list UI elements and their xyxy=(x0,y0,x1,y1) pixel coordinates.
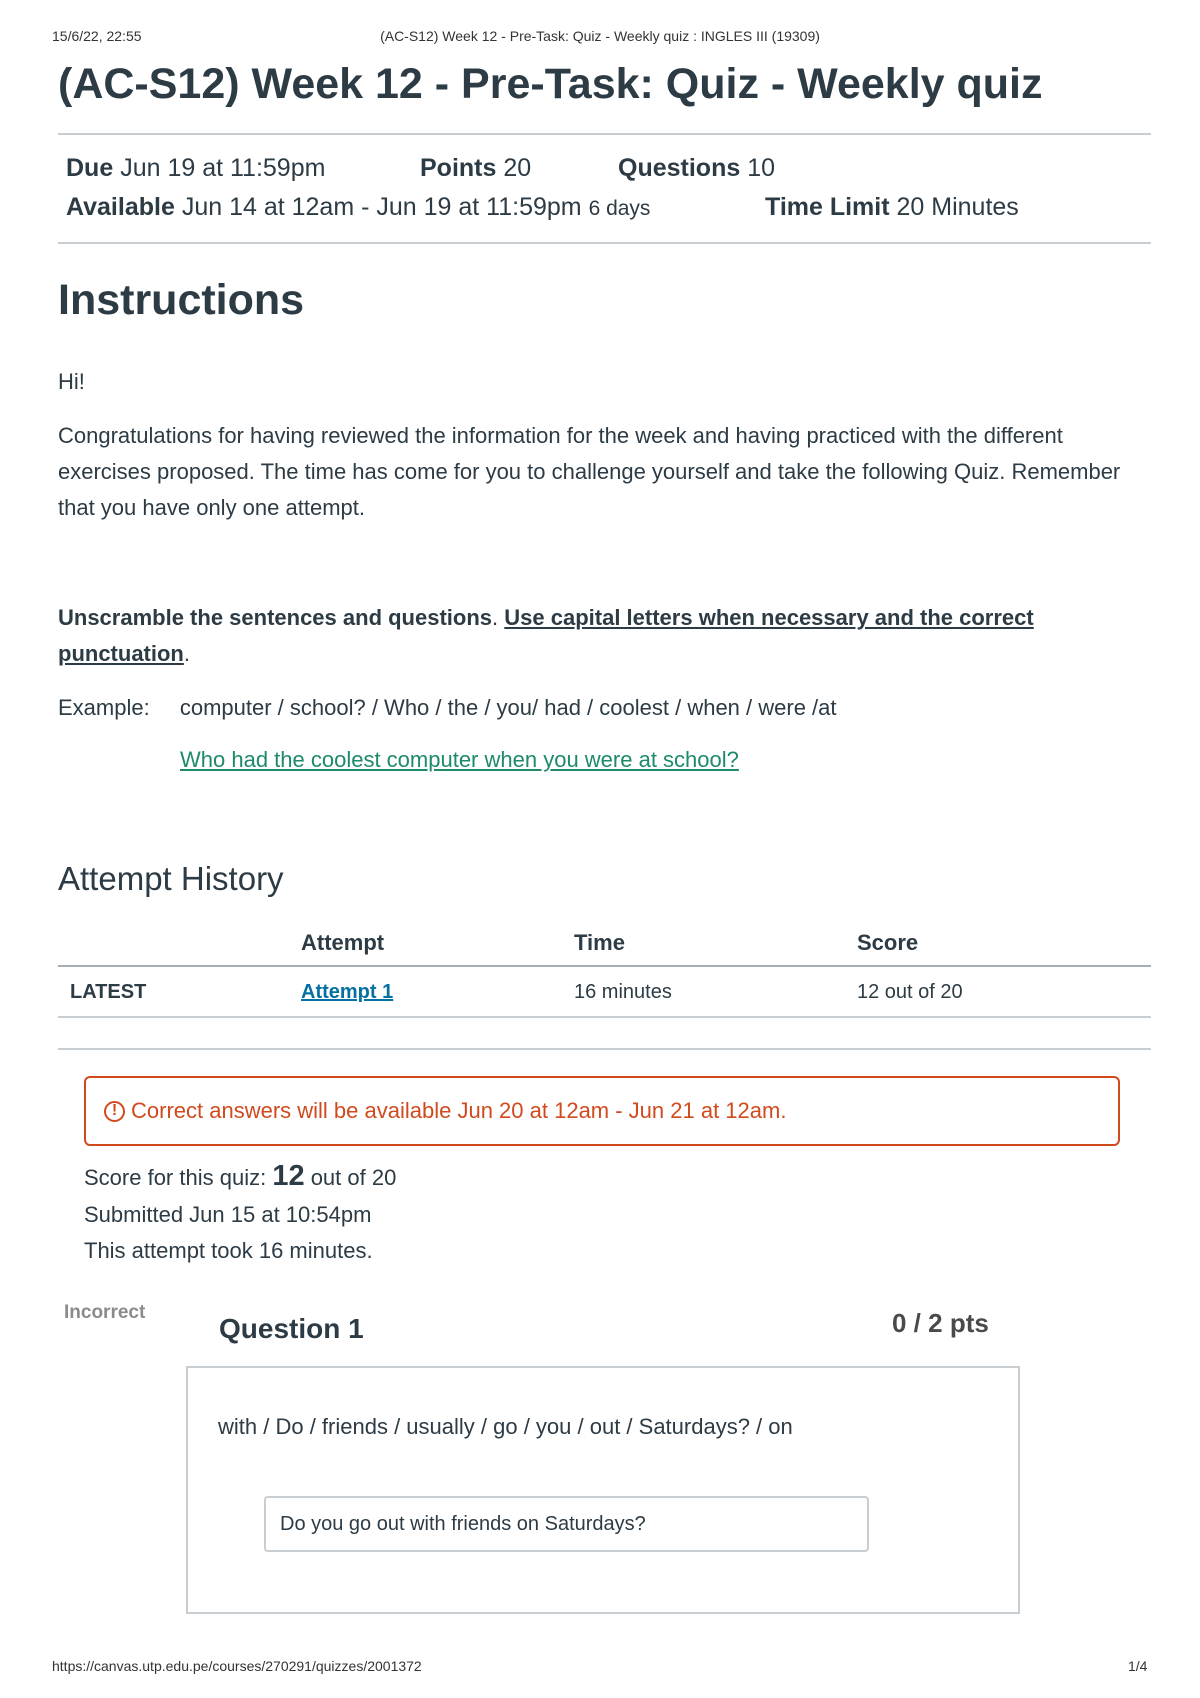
divider xyxy=(58,133,1151,135)
question-1-points: 0 / 2 pts xyxy=(892,1308,989,1338)
quiz-score xyxy=(84,1160,396,1193)
instructions-paragraph: Congratulations for having reviewed the information for the week and having practiced with the different exercises proposed. The time has come for you to challenge yourself and take the following Quiz. Remember that you have only one attempt. xyxy=(58,423,1121,520)
attempt-history-heading: Attempt History xyxy=(58,860,284,897)
row-label: LATEST xyxy=(70,981,147,1003)
time-limit-label: Time Limit xyxy=(765,193,890,221)
task-end: . xyxy=(183,641,190,666)
example-line xyxy=(58,690,1148,726)
questions-info xyxy=(618,154,775,183)
submitted-date: Submitted Jun 15 at 10:54pm xyxy=(84,1202,372,1227)
example-label: Example: xyxy=(58,695,150,720)
due-value: Jun 19 at 11:59pm xyxy=(120,154,326,182)
available-label: Available xyxy=(66,193,175,221)
time-limit-value: 20 Minutes xyxy=(896,193,1019,221)
attempt-1-link[interactable]: Attempt 1 xyxy=(301,981,394,1003)
example-answer-link[interactable]: Who had the coolest computer when you were at school? xyxy=(180,747,739,772)
available-days: 6 days xyxy=(588,197,651,220)
col-header-attempt: Attempt xyxy=(301,930,385,955)
table-header-divider xyxy=(58,965,1151,967)
question-1-prompt: with / Do / friends / usually / go / you / out / Saturdays? / on xyxy=(218,1414,793,1439)
availability xyxy=(66,193,650,222)
divider xyxy=(58,1016,1151,1018)
divider xyxy=(58,1048,1151,1050)
time-limit xyxy=(765,193,1019,222)
points-label: Points xyxy=(420,154,497,182)
footer-page-number: 1/4 xyxy=(1128,1658,1148,1674)
attempt-duration: This attempt took 16 minutes. xyxy=(84,1238,373,1263)
incorrect-status-label: Incorrect xyxy=(64,1302,146,1323)
footer-url: https://canvas.utp.edu.pe/courses/270291/quizzes/2001372 xyxy=(52,1658,422,1674)
question-1-answer-input[interactable] xyxy=(264,1496,869,1552)
page-title: (AC-S12) Week 12 - Pre-Task: Quiz - Weekly quiz xyxy=(58,60,1043,108)
score-suffix: out of 20 xyxy=(304,1165,397,1190)
attempt-time: 16 minutes xyxy=(574,981,672,1003)
questions-label: Questions xyxy=(618,154,741,182)
correct-answers-alert xyxy=(84,1076,1120,1146)
score-prefix: Score for this quiz: xyxy=(84,1165,273,1190)
attempt-score: 12 out of 20 xyxy=(857,981,963,1003)
points-value: 20 xyxy=(503,154,532,182)
score-value: 12 xyxy=(272,1160,305,1192)
exclamation-circle-icon: ! xyxy=(104,1101,125,1122)
points-info xyxy=(420,154,531,183)
questions-value: 10 xyxy=(747,154,776,182)
available-value: Jun 14 at 12am - Jun 19 at 11:59pm xyxy=(181,193,582,221)
question-1-title: Question 1 xyxy=(219,1313,364,1344)
due-label: Due xyxy=(66,154,114,182)
instructions-greeting: Hi! xyxy=(58,369,85,394)
instructions-heading: Instructions xyxy=(58,276,305,324)
divider xyxy=(58,242,1151,244)
print-datetime: 15/6/22, 22:55 xyxy=(52,28,142,44)
col-header-score: Score xyxy=(857,930,919,955)
task-instructions xyxy=(58,600,1148,672)
due-date xyxy=(66,154,325,183)
task-separator: . xyxy=(492,605,499,630)
task-underlined-text: Use capital letters when necessary and the correct punctuation xyxy=(58,605,1034,666)
alert-text: Correct answers will be available Jun 20 at 12am - Jun 21 at 12am. xyxy=(131,1098,787,1123)
task-bold-text: Unscramble the sentences and questions xyxy=(58,605,493,630)
example-words: computer / school? / Who / the / you/ had / coolest / when / were /at xyxy=(179,695,837,720)
print-document-title: (AC-S12) Week 12 - Pre-Task: Quiz - Weekly quiz : INGLES III (19309) xyxy=(380,28,820,44)
col-header-time: Time xyxy=(574,930,625,955)
